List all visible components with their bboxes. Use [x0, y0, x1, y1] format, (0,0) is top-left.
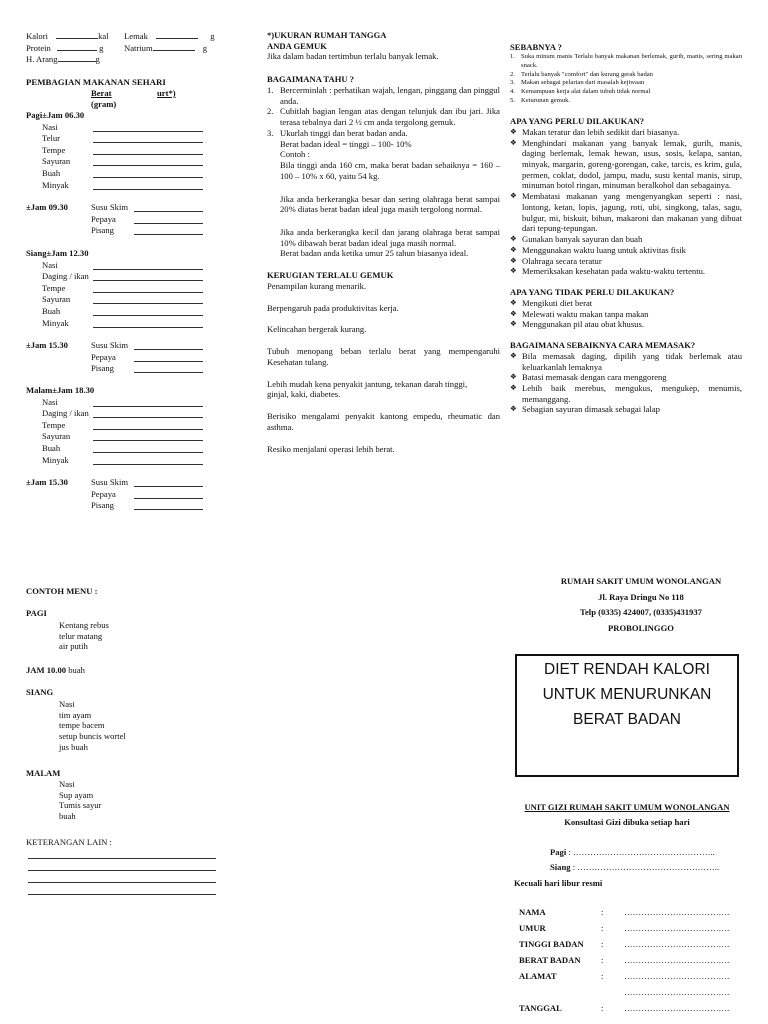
cara-masak-heading: BAGAIMANA SEBAIKNYA CARA MEMASAK?	[510, 340, 696, 351]
list-item: tim ayam	[59, 709, 92, 720]
contoh-menu-title: CONTOH MENU :	[26, 586, 98, 596]
form-label: ALAMAT	[519, 971, 557, 981]
meal-item-blank[interactable]	[134, 498, 203, 499]
meal-item-label: Daging / ikan	[42, 408, 89, 419]
kerugian-4: Tubuh menopang beban terlalu berat yang mempengaruhi Kesehatan tulang.	[267, 346, 500, 367]
diamond-bullet-icon: ❖	[510, 244, 517, 254]
form-colon: :	[601, 955, 604, 965]
meal-heading-pagi: Pagi±Jam 06.30	[26, 110, 85, 120]
diamond-bullet-icon: ❖	[510, 255, 517, 265]
list-item: 2. Terlalu banyak "comfort" dan kurang gerak badan	[510, 70, 653, 78]
para-1: Jika anda berkerangka besar dan sering olahraga berat sampai 20% diatas berat badan ideal juga masih tergolong normal.	[280, 193, 500, 215]
title-line-3: BERAT BADAN	[573, 711, 681, 728]
natrium-label: Natrium	[124, 43, 153, 53]
form-colon: :	[601, 939, 604, 949]
unit-gizi-title: UNIT GIZI RUMAH SAKIT UMUM WONOLANGAN	[524, 802, 730, 812]
meal-item-label: Susu Skim	[91, 477, 129, 487]
diamond-bullet-icon: ❖	[510, 372, 517, 382]
meal-item-label: Pisang	[91, 500, 114, 511]
hospital-city: PROBOLINGGO	[608, 622, 674, 633]
natrium-unit: g	[202, 43, 208, 53]
form-field[interactable]: ……………………………….	[624, 987, 730, 997]
meal-item-label: Sayuran	[42, 431, 71, 442]
form-colon: :	[601, 923, 604, 933]
list-item: 3. Makan sebagai pelarian dari masalah kejiwaan	[510, 79, 645, 87]
list-item: ❖ Menggunakan pil atau obat khusus.	[510, 319, 644, 330]
hospital-name: RUMAH SAKIT UMUM WONOLANGAN	[560, 576, 722, 586]
protein-blank	[57, 42, 97, 51]
list-item: ❖ Lebih baik merebus, mengukus, mengukep, menumis, memanggang.	[510, 382, 742, 404]
pagi-hours-field[interactable]: : …………………………………………..	[566, 847, 715, 857]
diamond-bullet-icon: ❖	[510, 191, 517, 201]
list-item: ❖ Menghindari makanan yang banyak lemak, gurih, manis, daging berlemak, lemak hewan, usus, sosis, kelapa, santan, minyak, margarin, goreng-gorengan, cake, tarcis, es krim, gula, permen, coklat, dodol, jampu, madu, susu kental manis, sirup, minuman botol ringan, minuman beralkohol dan sebagainya.	[510, 137, 742, 191]
para-2: Jika anda berkerangka kecil dan jarang olahraga berat sampai 10% dibawah berat badan ideal juga masih normal.	[280, 227, 500, 248]
hospital-header	[512, 574, 768, 636]
contoh-label: Contoh :	[280, 149, 310, 160]
kerugian-1: Penampilan kurang menarik.	[267, 280, 367, 291]
meal-item-blank[interactable]	[93, 142, 203, 143]
menu-malam-list	[59, 779, 101, 822]
form-label: UMUR	[519, 923, 546, 933]
list-item: tempe bacem	[59, 720, 105, 731]
natrium-blank	[153, 42, 195, 51]
form-label: TINGGI BADAN	[519, 939, 584, 949]
meal-item-blank[interactable]	[134, 486, 203, 487]
anda-gemuk-heading: ANDA GEMUK	[267, 40, 327, 51]
list-item: 1. Suka minum manis Terlalu banyak makanan berlemak, gurih, manis, sering makan snack.	[510, 52, 742, 69]
kerugian-heading: KERUGIAN TERLALU GEMUK	[267, 270, 394, 281]
diamond-bullet-icon: ❖	[510, 126, 517, 136]
gram-header: (gram)	[91, 99, 117, 109]
meal-item-blank[interactable]	[93, 452, 203, 453]
meal-item-blank[interactable]	[93, 131, 203, 132]
meal-item-blank[interactable]	[134, 509, 203, 510]
kerugian-3: Kelincahan bergerak kurang.	[267, 324, 367, 335]
meal-item-blank[interactable]	[93, 269, 203, 270]
meal-item-label: Minyak	[42, 317, 69, 328]
form-field[interactable]: ……………………………….	[624, 971, 730, 981]
menu-siang-list	[59, 699, 126, 753]
meal-item-blank[interactable]	[134, 372, 203, 373]
list-item: 2. Cubitlah bagian lengan atas dengan telunjuk dan ibu jari. Jika terasa tebalnya dari 2 ½ cm anda tergolong gemuk.	[267, 106, 500, 128]
meal-item-label: Buah	[42, 443, 61, 453]
meal-item-blank[interactable]	[134, 211, 203, 212]
list-item: Sup ayam	[59, 789, 94, 800]
list-item: ❖ Bila memasak daging, dipilih yang tidak berlemak atau keluarkanlah lemaknya	[510, 350, 742, 372]
form-field[interactable]: ……………………………….	[624, 923, 730, 933]
diamond-bullet-icon: ❖	[510, 319, 517, 329]
keterangan-line-2[interactable]	[28, 870, 216, 871]
list-item: ❖ Olahraga secara teratur	[510, 255, 602, 266]
meal-item-blank[interactable]	[134, 234, 203, 235]
perlu-list	[510, 127, 742, 277]
hospital-address: Jl. Raya Dringu No 118	[598, 591, 684, 602]
list-item: 1. Bercerminlah : perhatikan wajah, lengan, pinggang dan pinggul anda.	[267, 84, 500, 106]
meal-item-blank[interactable]	[93, 292, 203, 293]
meal-item-label: Buah	[42, 168, 61, 178]
meal-item-label: Telur	[42, 133, 61, 144]
harang-unit: g	[95, 54, 100, 64]
form-label: BERAT BADAN	[519, 955, 581, 965]
meal-item-label: Tempe	[42, 144, 66, 155]
list-item: ❖ Batasi memasak dengan cara menggoreng	[510, 372, 667, 383]
meal-item-label: Tempe	[42, 282, 66, 293]
masak-list	[510, 351, 742, 415]
diamond-bullet-icon: ❖	[510, 137, 517, 147]
anda-gemuk-text: Jika dalam badan tertimbun terlalu banyak lemak.	[267, 51, 439, 62]
meal-item-label: Buah	[42, 306, 61, 316]
meal-item-blank[interactable]	[134, 223, 203, 224]
meal-heading-jam1530b: ±Jam 15.30	[26, 477, 68, 487]
menu-malam-heading: MALAM	[26, 768, 61, 778]
kalori-blank	[56, 30, 98, 39]
list-item: air putih	[59, 641, 88, 652]
formula-block	[267, 139, 500, 260]
list-item: ❖ Gunakan banyak sayuran dan buah	[510, 234, 643, 245]
bagaimana-heading: BAGAIMANA TAHU ?	[267, 74, 355, 85]
meal-item-label: Nasi	[42, 396, 58, 407]
form-field[interactable]: ……………………………….	[624, 939, 730, 949]
siang-hours: Siang : …………………………………………..	[550, 862, 720, 872]
meal-item-label: Pepaya	[91, 213, 116, 224]
meal-item-blank[interactable]	[93, 280, 203, 281]
keterangan-line-3[interactable]	[28, 882, 216, 883]
meal-item-label: Pepaya	[91, 488, 116, 499]
form-field[interactable]: ……………………………….	[624, 955, 730, 965]
form-field[interactable]: ……………………………….	[624, 907, 730, 917]
diamond-bullet-icon: ❖	[510, 382, 517, 392]
meal-heading-jam1530a: ±Jam 15.30	[26, 340, 68, 350]
meal-heading-jam0930: ±Jam 09.30	[26, 202, 68, 212]
formula: Berat badan ideal = tinggi – 100- 10%	[280, 138, 412, 149]
meal-item-label: Pisang	[91, 363, 114, 374]
title-line-1: DIET RENDAH KALORI	[544, 661, 710, 678]
list-item: telur matang	[59, 630, 103, 641]
kerugian-5a: Lebih mudah kena penyakit jantung, tekanan darah tinggi,	[267, 378, 468, 389]
list-item: Nasi	[59, 699, 75, 709]
form-colon: :	[601, 1003, 604, 1013]
list-item: setup buncis wortel	[59, 731, 126, 742]
menu-pagi-heading: PAGI	[26, 608, 47, 618]
kerugian-2: Berpengaruh pada produktivitas kerja.	[267, 302, 399, 313]
meal-item-label: Nasi	[42, 259, 58, 270]
protein-unit: g	[99, 43, 104, 53]
meal-heading-malam: Malam±Jam 18.30	[26, 385, 95, 395]
diamond-bullet-icon: ❖	[510, 297, 517, 307]
lemak-unit: g	[210, 31, 215, 41]
meal-item-blank[interactable]	[93, 406, 203, 407]
tidak-list	[510, 298, 742, 330]
harang-label: H. Arang	[26, 54, 58, 64]
lemak-blank	[156, 30, 198, 39]
diamond-bullet-icon: ❖	[510, 266, 517, 276]
list-item: 5. Keturunan gemuk.	[510, 97, 571, 105]
meal-item-label: Sayuran	[42, 294, 71, 305]
menu-jam1000: JAM 10.00 buah	[26, 665, 85, 675]
list-item: Nasi	[59, 779, 75, 789]
column-2	[267, 30, 500, 454]
meal-heading-siang: Siang±Jam 12.30	[26, 248, 89, 258]
steps-list	[267, 85, 500, 139]
list-item: jus buah	[59, 741, 88, 752]
keterangan-line-1[interactable]	[28, 858, 216, 859]
meal-item-blank[interactable]	[93, 303, 203, 304]
list-item: ❖ Mengikuti diet berat	[510, 297, 593, 308]
meal-item-label: Minyak	[42, 454, 69, 465]
menu-siang-heading: SIANG	[26, 687, 54, 697]
list-item: ❖ Menggunakan waktu luang untuk aktivitas fisik	[510, 244, 686, 255]
meal-item-label: Sayuran	[42, 156, 71, 167]
list-item: ❖ Melewati waktu makan tanpa makan	[510, 308, 649, 319]
meal-item-label: Susu Skim	[91, 202, 129, 212]
list-item: Tumis sayur	[59, 800, 102, 811]
title-line-2: UNTUK MENURUNKAN	[542, 686, 712, 703]
contoh-text: Bila tinggi anda 160 cm, maka berat badan sebaiknya = 160 – 100 – 10% x 60, yaitu 54 kg.	[280, 160, 500, 181]
list-item: buah	[59, 811, 76, 822]
form-label: NAMA	[519, 907, 546, 917]
kerugian-6: Berisiko mengalami penyakit kantong empedu, rheumatic dan asthma.	[267, 411, 500, 432]
list-item: 4. Kemampuan kerja alat dalam tubuh tidak normal	[510, 88, 651, 96]
meal-item-label: Nasi	[42, 121, 58, 132]
keterangan-line-4[interactable]	[28, 894, 216, 895]
ukuran-title: *)UKURAN RUMAH TANGGA	[267, 30, 387, 40]
sebabnya-heading: SEBABNYA ?	[510, 42, 562, 52]
meal-item-blank[interactable]	[93, 154, 203, 155]
kerugian-7: Resiko menjalani operasi lebih berat.	[267, 443, 395, 454]
list-item: 3. Ukurlah tinggi dan berat badan anda.	[267, 127, 408, 138]
meal-item-blank[interactable]	[134, 349, 203, 350]
diamond-bullet-icon: ❖	[510, 404, 517, 414]
kalori-label: Kalori	[26, 31, 48, 41]
diamond-bullet-icon: ❖	[510, 350, 517, 360]
form-label: TANGGAL	[519, 1003, 562, 1013]
para-3: Berat badan anda ketika umur 25 tahun biasanya ideal.	[280, 248, 469, 259]
meal-item-blank[interactable]	[93, 177, 203, 178]
meal-item-blank[interactable]	[93, 464, 203, 465]
meal-item-blank[interactable]	[93, 429, 203, 430]
list-item: ❖ Membatasi makanan yang mengenyangkan seperti : nasi, lontong, ketan, lopis, jagung, roti, ubi, singkong, talas, sagu, bulgur, mi, biskuit, bihun, makaroni dan makanan yang dibuat dari tepung-tepungan.	[510, 191, 742, 234]
meal-item-label: Susu Skim	[91, 340, 129, 350]
list-item: ❖ Memeriksakan kesehatan pada waktu-waktu tertentu.	[510, 266, 706, 277]
meal-item-label: Daging / ikan	[42, 271, 89, 282]
list-item: ❖ Sebagian sayuran dimasak sebagai lalap	[510, 404, 660, 415]
kerugian-5b: ginjal, kaki, diabetes.	[267, 389, 341, 400]
column-3	[510, 42, 742, 415]
meal-item-label: Tempe	[42, 419, 66, 430]
meal-item-label: Pepaya	[91, 351, 116, 362]
berat-header: Berat	[91, 88, 112, 98]
title-box	[515, 654, 739, 777]
form-colon: :	[601, 907, 604, 917]
meal-item-label: Pisang	[91, 225, 114, 236]
meal-item-blank[interactable]	[134, 361, 203, 362]
form-colon: :	[601, 971, 604, 981]
konsultasi-text: Konsultasi Gizi dibuka setiap hari	[564, 817, 690, 827]
keterangan-label: KETERANGAN LAIN :	[26, 837, 112, 847]
meal-item-blank[interactable]	[93, 440, 203, 441]
hospital-phone: Telp (0335) 424007, (0335)431937	[580, 607, 702, 617]
meal-item-blank[interactable]	[93, 315, 203, 316]
lemak-label: Lemak	[124, 31, 148, 41]
diamond-bullet-icon: ❖	[510, 308, 517, 318]
protein-label: Protein	[26, 43, 51, 53]
meal-item-blank[interactable]	[93, 165, 203, 166]
form-field[interactable]: ……………………………….	[624, 1003, 730, 1013]
list-item: ❖ Makan teratur dan lebih sedikit dari biasanya.	[510, 126, 680, 137]
meal-item-blank[interactable]	[93, 189, 203, 190]
apa-perlu-heading: APA YANG PERLU DILAKUKAN?	[510, 116, 645, 127]
harang-blank	[58, 53, 96, 62]
list-item: Kentang rebus	[59, 620, 109, 630]
menu-pagi-list	[59, 620, 109, 652]
meal-item-label: Minyak	[42, 179, 69, 190]
pagi-hours: Pagi : …………………………………………..	[550, 847, 715, 857]
meal-item-blank[interactable]	[93, 417, 203, 418]
apa-tidak-heading: APA YANG TIDAK PERLU DILAKUKAN?	[510, 287, 675, 298]
pembagian-title: PEMBAGIAN MAKANAN SEHARI	[26, 77, 166, 87]
sebab-list	[510, 53, 742, 106]
kecuali-text: Kecuali hari libur resmi	[514, 878, 603, 888]
kalori-unit: kal	[98, 31, 109, 41]
meal-item-blank[interactable]	[93, 327, 203, 328]
siang-hours-field[interactable]: : …………………………………………..	[570, 862, 720, 872]
diamond-bullet-icon: ❖	[510, 234, 517, 244]
urt-header: urt*)	[157, 88, 176, 98]
